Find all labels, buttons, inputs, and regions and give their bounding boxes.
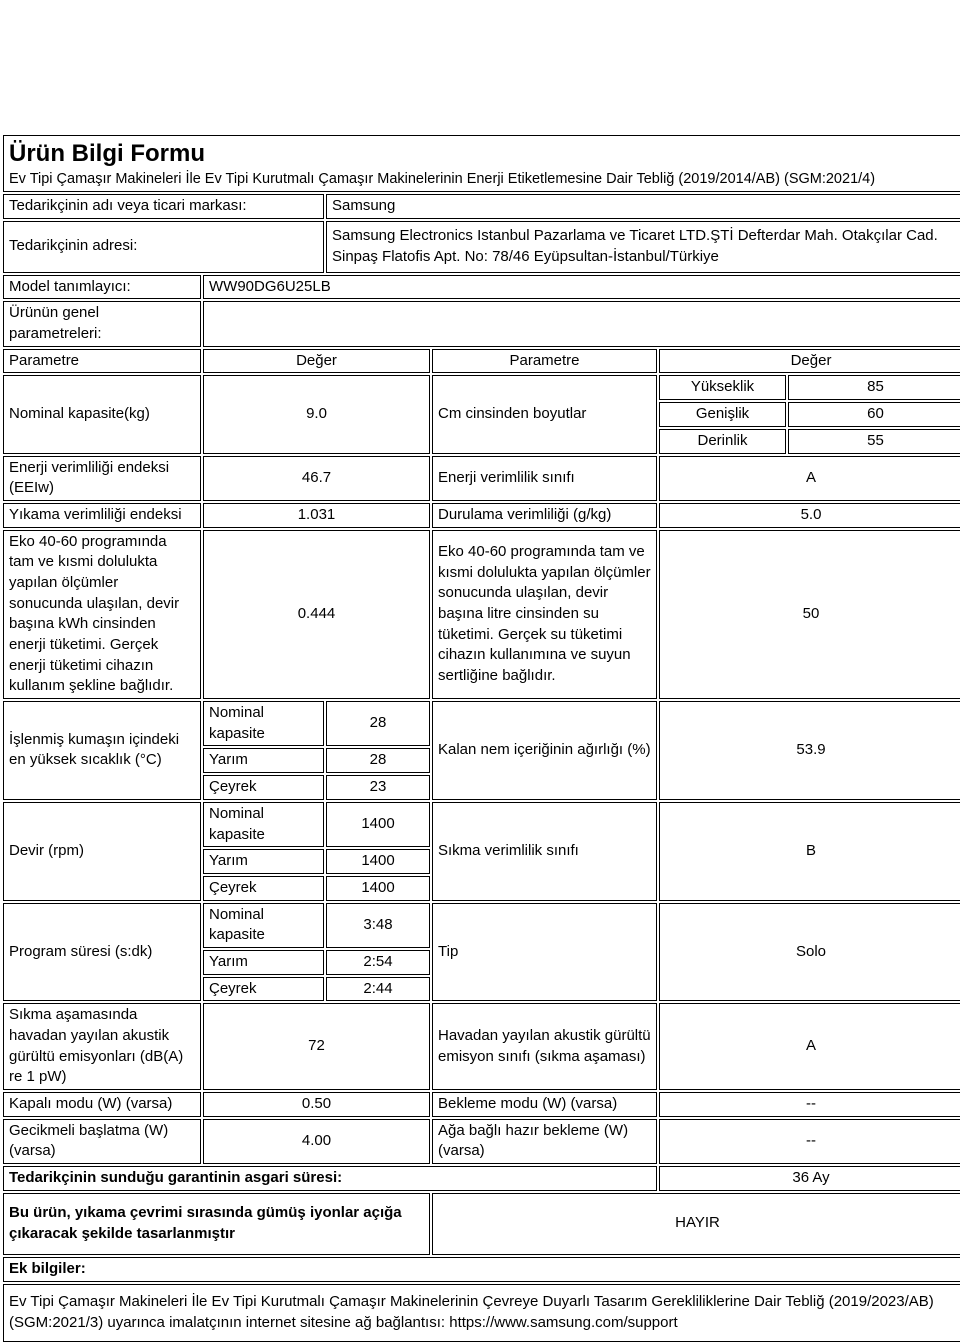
noise-class-label: Havadan yayılan akustik gürültü emisyon sınıfı (sıkma aşaması) xyxy=(432,1003,657,1090)
header-value-1: Değer xyxy=(203,349,430,374)
silver-ions-value: HAYIR xyxy=(432,1193,960,1255)
rinse-value: 5.0 xyxy=(659,503,960,528)
duration-half-value: 2:54 xyxy=(326,950,430,975)
max-temp-nominal-label: Nominal kapasite xyxy=(203,701,324,746)
noise-class-value: A xyxy=(659,1003,960,1090)
standby-mode-value: -- xyxy=(659,1092,960,1117)
standby-mode-label: Bekleme modu (W) (varsa) xyxy=(432,1092,657,1117)
energy-consumption-value: 0.444 xyxy=(203,530,430,700)
warranty-value: 36 Ay xyxy=(659,1166,960,1191)
spin-class-label: Sıkma verimlilik sınıfı xyxy=(432,802,657,901)
title-block xyxy=(3,135,960,192)
eei-value: 46.7 xyxy=(203,456,430,501)
spin-quarter-value: 1400 xyxy=(326,876,430,901)
delay-start-label: Gecikmeli başlatma (W) (varsa) xyxy=(3,1119,201,1164)
off-mode-label: Kapalı modu (W) (varsa) xyxy=(3,1092,201,1117)
rinse-label: Durulama verimliliği (g/kg) xyxy=(432,503,657,528)
duration-quarter-value: 2:44 xyxy=(326,977,430,1002)
dimension-depth-label: Derinlik xyxy=(659,429,786,454)
wash-index-value: 1.031 xyxy=(203,503,430,528)
header-value-2: Değer xyxy=(659,349,960,374)
general-parameters-label: Ürünün genel parametreleri: xyxy=(3,301,201,346)
duration-quarter-label: Çeyrek xyxy=(203,977,324,1002)
spin-half-value: 1400 xyxy=(326,849,430,874)
footer-text: Ev Tipi Çamaşır Makineleri İle Ev Tipi Kurutmalı Çamaşır Makinelerinin Çevreye Duyarlı Tasarım Gerekliliklerine Dair Tebliğ (2019/2023/AB) (SGM:2021/3) uyarınca imalatçının internet sitesine ağ bağlantısı: https://www.samsung.com/support xyxy=(3,1284,960,1342)
additional-info-label: Ek bilgiler: xyxy=(3,1257,960,1282)
general-parameters-value-cell xyxy=(203,301,960,346)
network-standby-label: Ağa bağlı hazır bekleme (W) (varsa) xyxy=(432,1119,657,1164)
wash-index-label: Yıkama verimliliği endeksi xyxy=(3,503,201,528)
header-parameter-1: Parametre xyxy=(3,349,201,374)
product-info-table xyxy=(1,133,960,1344)
duration-nominal-label: Nominal kapasite xyxy=(203,903,324,948)
dimension-depth-value: 55 xyxy=(788,429,960,454)
spin-class-value: B xyxy=(659,802,960,901)
water-consumption-value: 50 xyxy=(659,530,960,700)
energy-consumption-label: Eko 40-60 programında tam ve kısmi dolulukta yapılan ölçümler sonucunda ulaşılan, devir başına kWh cinsinden enerji tüketimi. Gerçek enerji tüketimi cihazın kullanım şekline bağlıdır. xyxy=(3,530,201,700)
capacity-label: Nominal kapasite(kg) xyxy=(3,375,201,453)
supplier-address-value: Samsung Electronics Istanbul Pazarlama ve Ticaret LTD.ŞTİ Defterdar Mah. Otakçılar Cad. Sinpaş Flatofis Apt. No: 78/46 Eyüpsultan-İstanbul/Türkiye xyxy=(326,221,960,273)
supplier-address-label: Tedarikçinin adresi: xyxy=(3,221,324,273)
max-temp-label: İşlenmiş kumaşın içindeki en yüksek sıcaklık (°C) xyxy=(3,701,201,800)
spin-speed-label: Devir (rpm) xyxy=(3,802,201,901)
spin-nominal-label: Nominal kapasite xyxy=(203,802,324,847)
duration-label: Program süresi (s:dk) xyxy=(3,903,201,1002)
dimensions-label: Cm cinsinden boyutlar xyxy=(432,375,657,453)
spin-half-label: Yarım xyxy=(203,849,324,874)
max-temp-half-value: 28 xyxy=(326,748,430,773)
supplier-name-value: Samsung xyxy=(326,194,960,219)
page-title: Ürün Bilgi Formu xyxy=(9,140,205,167)
capacity-value: 9.0 xyxy=(203,375,430,453)
noise-value: 72 xyxy=(203,1003,430,1090)
spin-quarter-label: Çeyrek xyxy=(203,876,324,901)
water-consumption-label: Eko 40-60 programında tam ve kısmi dolulukta yapılan ölçümler sonucunda ulaşılan, devir başına litre cinsinden su tüketimi. Gerçek su tüketimi cihazın kullanımına ve suyun sertliğine bağlıdır. xyxy=(432,530,657,700)
supplier-name-label: Tedarikçinin adı veya ticari markası: xyxy=(3,194,324,219)
duration-half-label: Yarım xyxy=(203,950,324,975)
header-parameter-2: Parametre xyxy=(432,349,657,374)
eei-label: Enerji verimliliği endeksi (EEIw) xyxy=(3,456,201,501)
warranty-label: Tedarikçinin sunduğu garantinin asgari süresi: xyxy=(3,1166,657,1191)
duration-nominal-value: 3:48 xyxy=(326,903,430,948)
off-mode-value: 0.50 xyxy=(203,1092,430,1117)
energy-class-label: Enerji verimlilik sınıfı xyxy=(432,456,657,501)
moisture-label: Kalan nem içeriğinin ağırlığı (%) xyxy=(432,701,657,800)
type-value: Solo xyxy=(659,903,960,1002)
max-temp-quarter-label: Çeyrek xyxy=(203,775,324,800)
max-temp-quarter-value: 23 xyxy=(326,775,430,800)
noise-label: Sıkma aşamasında havadan yayılan akustik gürültü emisyonları (dB(A) re 1 pW) xyxy=(3,1003,201,1090)
dimension-width-label: Genişlik xyxy=(659,402,786,427)
spin-nominal-value: 1400 xyxy=(326,802,430,847)
type-label: Tip xyxy=(432,903,657,1002)
dimension-height-label: Yükseklik xyxy=(659,375,786,400)
dimension-width-value: 60 xyxy=(788,402,960,427)
model-label: Model tanımlayıcı: xyxy=(3,275,201,300)
network-standby-value: -- xyxy=(659,1119,960,1164)
max-temp-half-label: Yarım xyxy=(203,748,324,773)
dimension-height-value: 85 xyxy=(788,375,960,400)
model-value: WW90DG6U25LB xyxy=(203,275,960,300)
silver-ions-label: Bu ürün, yıkama çevrimi sırasında gümüş iyonlar açığa çıkaracak şekilde tasarlanmıştır xyxy=(3,1193,430,1255)
delay-start-value: 4.00 xyxy=(203,1119,430,1164)
energy-class-value: A xyxy=(659,456,960,501)
moisture-value: 53.9 xyxy=(659,701,960,800)
page-subtitle: Ev Tipi Çamaşır Makineleri İle Ev Tipi Kurutmalı Çamaşır Makinelerinin Enerji Etiketlemesine Dair Tebliğ (2019/2014/AB) (SGM:2021/4) xyxy=(9,171,876,187)
max-temp-nominal-value: 28 xyxy=(326,701,430,746)
